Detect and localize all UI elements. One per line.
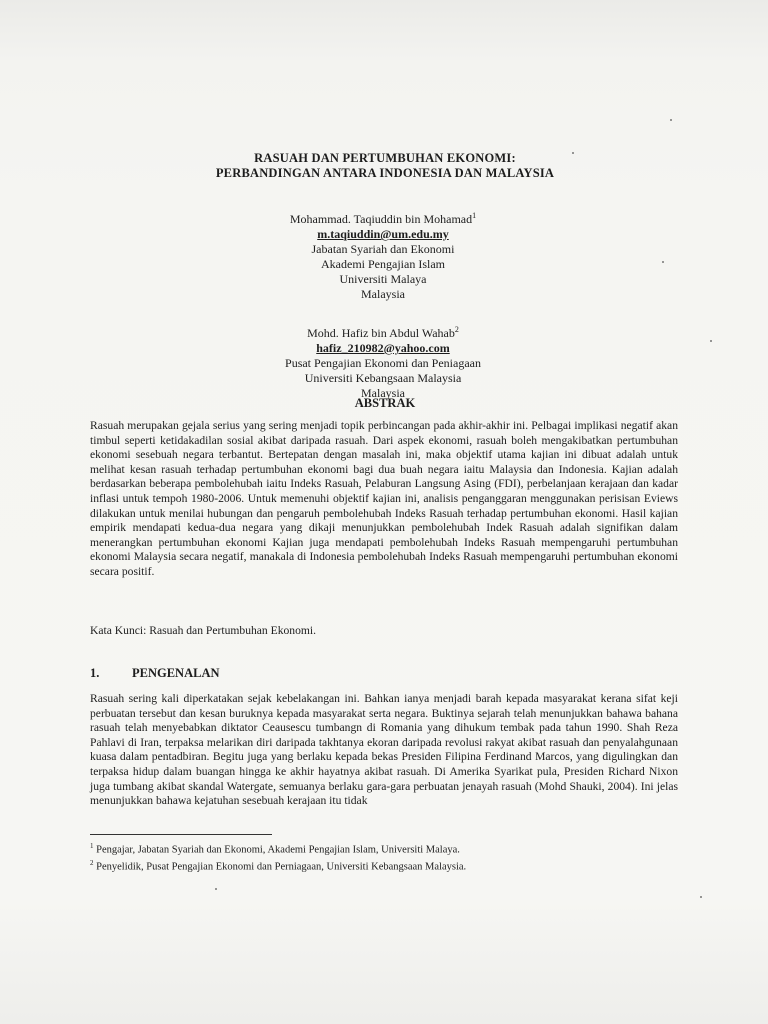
author-2-university: Universiti Kebangsaan Malaysia	[304, 371, 462, 385]
scan-speck	[700, 896, 702, 898]
author-1-department: Jabatan Syariah dan Ekonomi	[311, 242, 455, 256]
section-heading	[90, 666, 220, 681]
footnote-2: $^2$ Penyelidik, Pusat Pengajian Ekonomi dan Perniagaan, Universiti Kebangsaan Malaysia.	[90, 858, 467, 872]
author-1-academy: Akademi Pengajian Islam	[321, 257, 445, 271]
title-line-1: RASUAH DAN PERTUMBUHAN EKONOMI:	[254, 151, 516, 165]
paper-title	[120, 151, 650, 181]
title-line-2: PERBANDINGAN ANTARA INDONESIA DAN MALAYSIA	[215, 166, 555, 180]
author-1-country: Malaysia	[361, 287, 405, 301]
author-1-name: Mohammad. Taqiuddin bin Mohamad$^1$	[289, 211, 477, 226]
author-2-name: Mohd. Hafiz bin Abdul Wahab$^2$	[307, 325, 459, 340]
author-1-email[interactable]: m.taqiuddin@um.edu.my	[317, 227, 449, 241]
keywords: Kata Kunci: Rasuah dan Pertumbuhan Ekonomi.	[90, 624, 317, 637]
author-2-email[interactable]: hafiz_210982@yahoo.com	[316, 341, 450, 355]
scan-speck	[662, 261, 664, 263]
section-title: PENGENALAN	[132, 666, 220, 680]
author-1-university: Universiti Malaya	[339, 272, 427, 286]
scan-speck	[572, 152, 574, 154]
author-1-footnote-marker: 1	[472, 211, 477, 220]
scan-speck	[710, 340, 712, 342]
footnote-divider	[90, 834, 272, 835]
footnote-1: $^1$ Pengajar, Jabatan Syariah dan Ekonomi, Akademi Pengajian Islam, Universiti Malaya.	[90, 842, 460, 856]
author-2-country: Malaysia	[361, 386, 405, 400]
footnotes	[90, 840, 650, 873]
section-number: 1.	[90, 666, 100, 680]
scan-speck	[215, 888, 217, 890]
author-2-footnote-marker: 2	[454, 325, 459, 334]
author-block	[150, 208, 616, 401]
abstract-text: Rasuah merupakan gejala serius yang sering menjadi topik perbincangan pada akhir-akhir ini. Pelbagai implikasi negatif akan timbul seperti ketidakadilan sosial akibat daripada rasuah. Dari aspek ekonomi, rasuah boleh mengakibatkan pertumbuhan ekonomi sesebuah negara terbantut. Bertepatan dengan masalah ini, maka objektif utama kajian ini dibuat adalah untuk melihat kesan rasuah terhadap pertumbuhan ekonomi bagi dua buah negara iaitu Malaysia dan Indonesia. Kajian adalah berdasarkan beberapa pembolehubah iaitu Indeks Rasuah, Pelaburan Langsung Asing (FDI), perbelanjaan kerajaan dan kadar inflasi untuk tempoh 1980-2006. Untuk memenuhi objektif kajian ini, analisis penganggaran menggunakan perisisan Eviews dilakukan untuk menilai hubungan dan pengaruh pembolehubah Indeks Rasuah terhadap pertumbuhan ekonomi. Hasil kajian empirik mendapati kedua-dua negara yang dikaji menunjukkan pembolehubah Indek Rasuah adalah signifikan dalam menerangkan pertumbuhan ekonomi Kajian juga mendapati pembolehubah Indeks Rasuah mempengaruhi pertumbuhan ekonomi Malaysia secara negatif, manakala di Indonesia pembolehubah Indeks Rasuah mempengaruhi pertumbuhan ekonomi secara positif.	[90, 419, 678, 578]
abstract-heading: ABSTRAK	[354, 396, 416, 410]
scan-speck	[670, 119, 672, 121]
author-2-department: Pusat Pengajian Ekonomi dan Peniagaan	[285, 356, 481, 370]
section-body-text: Rasuah sering kali diperkatakan sejak kebelakangan ini. Bahkan ianya menjadi barah kepada masyarakat kerana sifat keji perbuatan tersebut dan kesan buruknya kepada masyarakat serta negara. Buktinya sejarah telah menunjukkan bahawa bahana rasuah telah menyebabkan diktator Ceausescu tumbangn di Romania yang dihukum tembak pada tahun 1990. Shah Reza Pahlavi di Iran, terpaksa melarikan diri daripada takhtanya ekoran daripada revolusi rakyat akibat rasuah dan penyalahgunaan kuasa dalam pentadbiran. Begitu juga yang berlaku kepada bekas Presiden Filipina Ferdinand Marcos, yang digulingkan dan terpaksa hidup dalam buangan hingga ke akhir hayatnya akibat rasuah. Di Amerika Syarikat pula, Presiden Richard Nixon juga tumbang akibat skandal Watergate, semuanya berlaku gara-gara perbuatan jenayah rasuah (Mohd Shauki, 2004). Ini jelas menunjukkan bahawa kejatuhan sesebuah kerajaan itu tidak	[90, 692, 678, 808]
